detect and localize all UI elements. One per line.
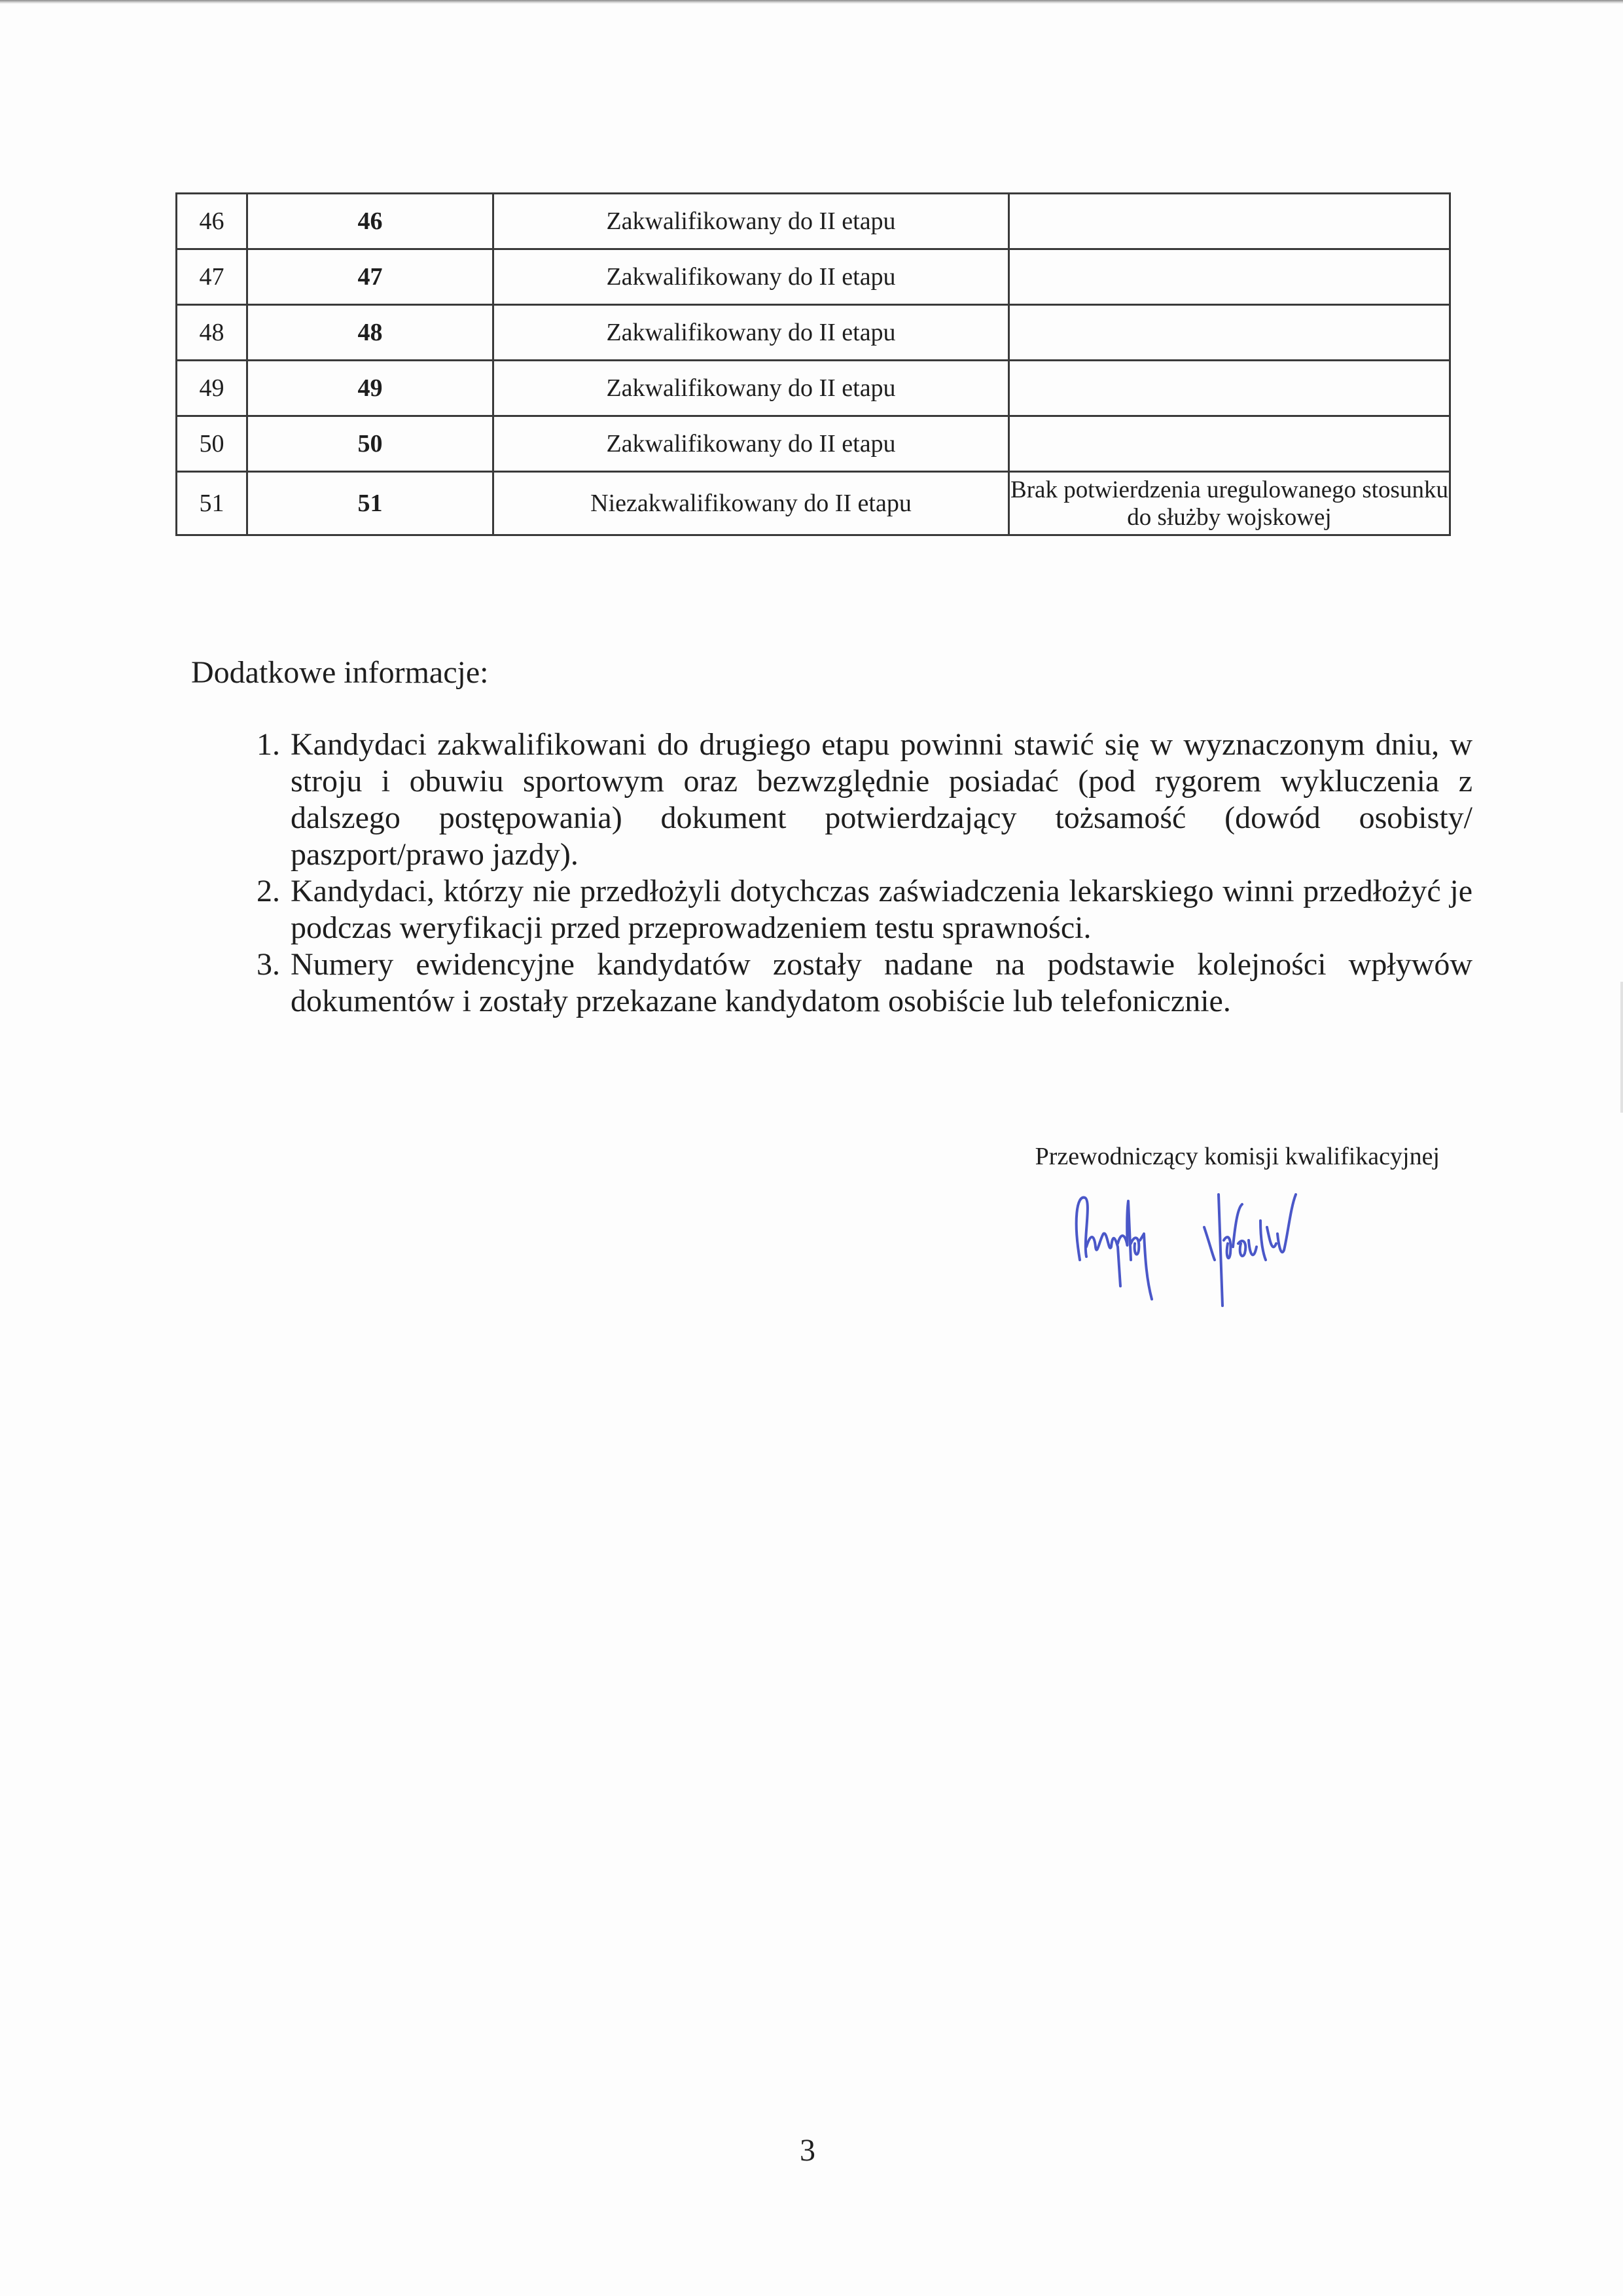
qualification-status: Zakwalifikowany do II etapu <box>493 194 1009 249</box>
handwritten-signature-icon <box>1047 1181 1387 1325</box>
qualification-status: Zakwalifikowany do II etapu <box>493 361 1009 416</box>
candidate-number: 49 <box>247 361 493 416</box>
table-row <box>177 305 1450 361</box>
remarks: Brak potwierdzenia uregulowanego stosunku do służby wojskowej <box>1009 472 1450 535</box>
table-row <box>177 194 1450 249</box>
table-row <box>177 416 1450 472</box>
page-number: 3 <box>800 2133 815 2168</box>
candidate-number: 47 <box>247 249 493 305</box>
candidate-number: 48 <box>247 305 493 361</box>
candidate-number: 46 <box>247 194 493 249</box>
additional-info-heading: Dodatkowe informacje: <box>191 655 489 690</box>
qualification-status: Zakwalifikowany do II etapu <box>493 305 1009 361</box>
remarks <box>1009 305 1450 361</box>
row-lp: 50 <box>177 416 247 472</box>
info-item: 1. Kandydaci zakwalifikowani do drugiego etapu powinni stawić się w wyznaczonym dniu, w stroju i obuwiu sportowym oraz bezwzględnie posiadać (pod rygorem wykluczenia z dalszego postępowania) dokument potwierdzający tożsamość (dowód osobisty/ paszport/prawo jazdy). <box>288 726 1472 873</box>
info-item: 3. Numery ewidencyjne kandydatów zostały nadane na podstawie kolejności wpływów dokumentów i zostały przekazane kandydatom osobiście lub telefonicznie. <box>288 946 1472 1020</box>
qualification-status: Zakwalifikowany do II etapu <box>493 249 1009 305</box>
candidate-number: 50 <box>247 416 493 472</box>
candidate-number: 51 <box>247 472 493 535</box>
row-lp: 49 <box>177 361 247 416</box>
scan-edge-shadow <box>0 0 1623 4</box>
row-lp: 47 <box>177 249 247 305</box>
results-table <box>175 192 1451 536</box>
table-row <box>177 472 1450 535</box>
row-lp: 48 <box>177 305 247 361</box>
row-lp: 51 <box>177 472 247 535</box>
remarks <box>1009 361 1450 416</box>
remarks <box>1009 249 1450 305</box>
remarks <box>1009 194 1450 249</box>
table-row <box>177 249 1450 305</box>
qualification-status: Niezakwalifikowany do II etapu <box>493 472 1009 535</box>
scan-edge-mark <box>1620 982 1623 1113</box>
signatory-title: Przewodniczący komisji kwalifikacyjnej <box>1035 1143 1440 1170</box>
signature-block <box>982 1142 1440 1171</box>
qualification-status: Zakwalifikowany do II etapu <box>493 416 1009 472</box>
info-item: 2. Kandydaci, którzy nie przedłożyli dotychczas zaświadczenia lekarskiego winni przedłożyć je podczas weryfikacji przed przeprowadzeniem testu sprawności. <box>288 873 1472 946</box>
additional-info-list <box>249 726 1472 1020</box>
row-lp: 46 <box>177 194 247 249</box>
table-row <box>177 361 1450 416</box>
remarks <box>1009 416 1450 472</box>
